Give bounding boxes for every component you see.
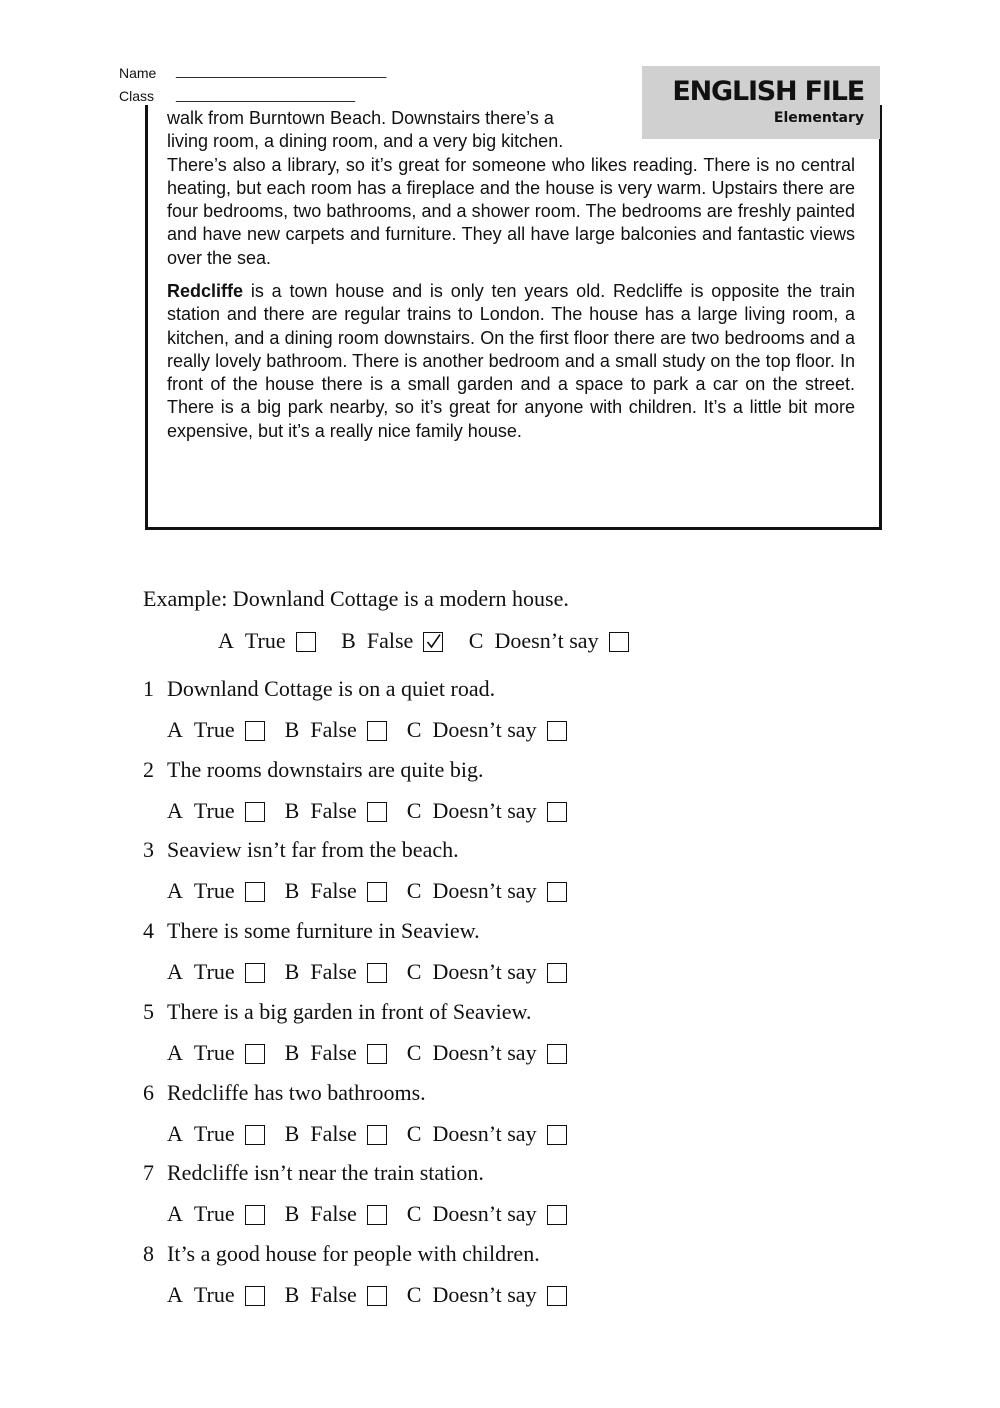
question-7-options [167, 1201, 587, 1227]
redcliffe-paragraph [167, 280, 855, 443]
question-text: Seaview isn’t far from the beach. [167, 837, 459, 862]
option-letter: B [341, 628, 356, 653]
example-options [218, 628, 649, 654]
question-5-option-c [407, 1040, 567, 1066]
question-5-checkbox-a[interactable] [245, 1044, 265, 1064]
question-8-option-c [407, 1282, 567, 1308]
question-number: 5 [143, 999, 154, 1024]
option-label: Doesn’t say [432, 878, 537, 903]
option-letter: B [284, 1040, 300, 1065]
question-1-option-b [285, 717, 387, 743]
option-label: True [193, 1201, 235, 1226]
question-3-option-a [167, 878, 265, 904]
question-text: Downland Cottage is on a quiet road. [167, 676, 496, 701]
logo-title: ENGLISH FILE [672, 76, 864, 107]
option-label: False [366, 628, 414, 653]
question-1-checkbox-a[interactable] [245, 721, 265, 741]
option-letter: A [167, 798, 183, 823]
question-2-options [167, 798, 587, 824]
option-letter: B [284, 717, 300, 742]
option-label: False [310, 798, 357, 823]
option-letter: B [284, 1201, 300, 1226]
seaview-line-2: living room, a dining room, and a very big kitchen. [167, 131, 564, 152]
question-4-checkbox-c[interactable] [547, 963, 567, 983]
question-2-checkbox-b[interactable] [367, 802, 387, 822]
question-1 [143, 676, 495, 702]
question-6-options [167, 1121, 587, 1147]
example-option-c [469, 628, 629, 654]
option-label: False [310, 959, 357, 984]
question-4-options [167, 959, 587, 985]
question-7-option-b [285, 1201, 387, 1227]
question-3-checkbox-a[interactable] [245, 882, 265, 902]
option-letter: C [406, 878, 422, 903]
question-7-option-c [407, 1201, 567, 1227]
option-letter: A [167, 1282, 183, 1307]
question-3-checkbox-b[interactable] [367, 882, 387, 902]
option-letter: A [167, 878, 183, 903]
redcliffe-name: Redcliffe [167, 281, 244, 301]
option-label: Doesn’t say [432, 1040, 537, 1065]
question-3-options [167, 878, 587, 904]
question-6 [143, 1080, 426, 1106]
question-number: 6 [143, 1080, 154, 1105]
question-7-checkbox-b[interactable] [367, 1205, 387, 1225]
example-option-b [341, 628, 443, 654]
option-label: False [310, 878, 357, 903]
question-3-option-b [285, 878, 387, 904]
question-6-option-b [285, 1121, 387, 1147]
option-letter: A [167, 1121, 183, 1146]
question-number: 4 [143, 918, 154, 943]
question-8-checkbox-a[interactable] [245, 1286, 265, 1306]
redcliffe-text: is a town house and is only ten years old. Redcliffe is opposite the train station and there are regular trains to London. The house has a large living room, a kitchen, and a dining room downstairs. On the first floor there are two bedrooms and a really lovely bathroom. There is another bedroom and a small study on the top floor. In front of the house there is a small garden and a space to park a car on the street. There is a big park nearby, so it’s great for anyone with children. It’s a little bit more expensive, but it’s a really nice family house. [167, 281, 855, 441]
option-letter: C [406, 1040, 422, 1065]
question-6-option-a [167, 1121, 265, 1147]
question-8-option-b [285, 1282, 387, 1308]
option-letter: A [167, 717, 183, 742]
question-4-option-c [407, 959, 567, 985]
option-label: True [244, 628, 286, 653]
logo-level: Elementary [773, 110, 864, 126]
question-2 [143, 757, 484, 783]
question-7-checkbox-c[interactable] [547, 1205, 567, 1225]
option-letter: B [284, 1121, 300, 1146]
question-3-checkbox-c[interactable] [547, 882, 567, 902]
option-letter: B [284, 1282, 300, 1307]
question-text: There is some furniture in Seaview. [167, 918, 480, 943]
name-label: Name [119, 65, 157, 81]
option-label: Doesn’t say [432, 717, 537, 742]
question-6-option-c [407, 1121, 567, 1147]
option-letter: B [284, 798, 300, 823]
option-label: False [310, 1282, 357, 1307]
question-4-checkbox-b[interactable] [367, 963, 387, 983]
question-4-option-a [167, 959, 265, 985]
seaview-line-1: walk from Burntown Beach. Downstairs there’s a [167, 108, 554, 128]
question-4-checkbox-a[interactable] [245, 963, 265, 983]
example-question: Example: Downland Cottage is a modern house. [143, 586, 569, 611]
option-label: Doesn’t say [494, 628, 599, 653]
question-5-checkbox-b[interactable] [367, 1044, 387, 1064]
question-text: The rooms downstairs are quite big. [167, 757, 484, 782]
seaview-text: There’s also a library, so it’s great for someone who likes reading. There is no central heating, but each room has a fireplace and the house is very warm. Upstairs there are four bedrooms, two bathrooms, and a shower room. The bedrooms are freshly painted and have new carpets and furniture. They all have large balconies and fantastic views over the sea. [167, 154, 855, 268]
question-text: It’s a good house for people with children. [167, 1241, 540, 1266]
question-2-checkbox-c[interactable] [547, 802, 567, 822]
example-checkbox-c[interactable] [609, 632, 629, 652]
question-4-option-b [285, 959, 387, 985]
option-label: False [310, 717, 357, 742]
option-label: True [193, 798, 235, 823]
question-text: There is a big garden in front of Seaview. [167, 999, 532, 1024]
option-label: False [310, 1201, 357, 1226]
option-letter: A [167, 1201, 183, 1226]
question-1-checkbox-c[interactable] [547, 721, 567, 741]
example-option-a [218, 628, 316, 654]
question-6-checkbox-b[interactable] [367, 1125, 387, 1145]
question-number: 2 [143, 757, 154, 782]
question-5-options [167, 1040, 587, 1066]
option-label: Doesn’t say [432, 1201, 537, 1226]
option-label: Doesn’t say [432, 798, 537, 823]
option-letter: B [284, 959, 300, 984]
question-1-option-a [167, 717, 265, 743]
check-icon [425, 633, 442, 650]
option-label: True [193, 1282, 235, 1307]
question-text: Redcliffe has two bathrooms. [167, 1080, 426, 1105]
question-1-options [167, 717, 587, 743]
question-2-checkbox-a[interactable] [245, 802, 265, 822]
option-letter: A [167, 959, 183, 984]
option-label: Doesn’t say [432, 1282, 537, 1307]
name-field[interactable]: ___________________________ [176, 62, 387, 78]
question-3-option-c [407, 878, 567, 904]
question-number: 1 [143, 676, 154, 701]
question-number: 3 [143, 837, 154, 862]
option-label: True [193, 1121, 235, 1146]
question-8-checkbox-b[interactable] [367, 1286, 387, 1306]
option-letter: A [218, 628, 234, 653]
question-6-checkbox-c[interactable] [547, 1125, 567, 1145]
question-5-option-a [167, 1040, 265, 1066]
option-letter: C [406, 798, 422, 823]
option-label: True [193, 878, 235, 903]
question-6-checkbox-a[interactable] [245, 1125, 265, 1145]
question-7 [143, 1160, 484, 1186]
option-label: True [193, 717, 235, 742]
question-number: 7 [143, 1160, 154, 1185]
option-letter: C [406, 1121, 422, 1146]
option-label: True [193, 959, 235, 984]
question-7-checkbox-a[interactable] [245, 1205, 265, 1225]
class-label: Class [119, 88, 155, 104]
class-field[interactable]: _______________________ [176, 86, 356, 102]
question-8-checkbox-c[interactable] [547, 1286, 567, 1306]
option-letter: C [406, 1201, 422, 1226]
question-8-options [167, 1282, 587, 1308]
question-8-option-a [167, 1282, 265, 1308]
question-8 [143, 1241, 540, 1267]
question-text: Redcliffe isn’t near the train station. [167, 1160, 484, 1185]
option-letter: C [468, 628, 484, 653]
option-label: Doesn’t say [432, 959, 537, 984]
question-1-option-c [407, 717, 567, 743]
option-letter: C [406, 717, 422, 742]
question-5-checkbox-c[interactable] [547, 1044, 567, 1064]
question-2-option-c [407, 798, 567, 824]
question-4 [143, 918, 480, 944]
option-letter: A [167, 1040, 183, 1065]
question-1-checkbox-b[interactable] [367, 721, 387, 741]
question-number: 8 [143, 1241, 154, 1266]
option-letter: C [406, 959, 422, 984]
question-5 [143, 999, 532, 1025]
seaview-paragraph [167, 107, 855, 270]
option-label: True [193, 1040, 235, 1065]
question-5-option-b [285, 1040, 387, 1066]
option-letter: B [284, 878, 300, 903]
option-label: False [310, 1040, 357, 1065]
question-2-option-a [167, 798, 265, 824]
option-label: Doesn’t say [432, 1121, 537, 1146]
question-3 [143, 837, 459, 863]
example-checkbox-b[interactable] [423, 632, 443, 652]
option-letter: C [406, 1282, 422, 1307]
question-7-option-a [167, 1201, 265, 1227]
example-checkbox-a[interactable] [296, 632, 316, 652]
option-label: False [310, 1121, 357, 1146]
question-2-option-b [285, 798, 387, 824]
